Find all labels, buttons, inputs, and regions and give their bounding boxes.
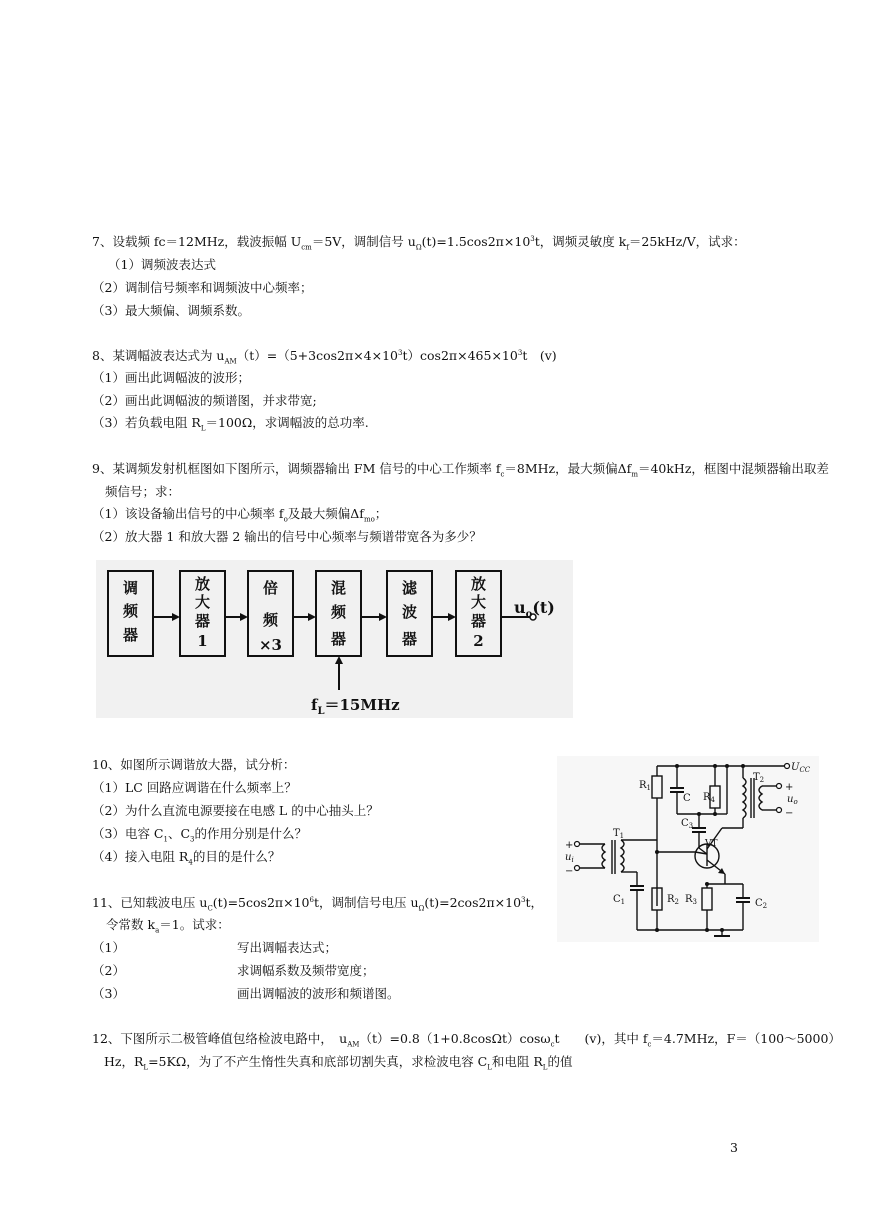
q11-item1-number: （1） [92, 940, 125, 955]
q12-line2: Hz，$R_L=5K\Omega$，为了不产生惰性失真和底部切割失真，求检波电容 $C_L$和电阻 $R_L$的值 [104, 1054, 573, 1072]
q11-item2-text: 求调幅系数及频带宽度； [237, 963, 375, 978]
block1-char3: 器 [122, 626, 139, 644]
c-label: C [683, 793, 691, 804]
block-diagram [96, 560, 573, 718]
output-label: $u_o(t)$ [514, 598, 555, 620]
q9-line1: 9、某调频发射机框图如下图所示，调频器输出 FM 信号的中心工作频率 $f_c=8MHz$，最大频偏$\Delta f_m=40kHz$，框图中混频器输出取差 [92, 461, 829, 479]
c2-label: $C_2$ [755, 898, 768, 910]
q8-item2: （2）画出此调幅波的频谱图，并求带宽; [92, 393, 317, 408]
block2-char4: 1 [197, 632, 208, 650]
q7-item1: （1）调频波表达式 [108, 257, 216, 272]
block3-char1: 倍 [262, 579, 279, 597]
ui-minus: − [565, 866, 574, 877]
t1-primary-coil [602, 844, 605, 868]
q8-line1: 8、某调幅波表达式为 $u_{AM}(t)=(5+3\cos 2\pi\times 4\times 10^3t)\cos 2\pi\times 465\times 10^3t$ (v) [92, 348, 557, 366]
t2-primary-coil [743, 778, 746, 818]
q10-item2: （2）为什么直流电源要接在电感 L 的中心抽头上？ [92, 803, 379, 818]
c1-label: $C_1$ [613, 894, 626, 906]
q8-item3: （3）若负载电阻 $R_L=100\Omega$，求调幅波的总功率. [92, 415, 369, 433]
vt-label: VT [705, 839, 718, 849]
ui-label: $u_i$ [565, 852, 574, 864]
block5-char2: 波 [401, 603, 418, 621]
q7-item2: （2）调制信号频率和调频波中心频率； [92, 280, 313, 295]
q9-line2: 频信号；求： [105, 484, 181, 499]
q7-item3: （3）最大频偏、调频系数。 [92, 303, 250, 318]
uo-label: $u_o$ [787, 794, 798, 806]
q10-item1: （1）LC 回路应调谐在什么频率上？ [92, 780, 297, 795]
tuned-amplifier-circuit [557, 756, 819, 942]
uo-minus: − [785, 808, 794, 819]
q9-item1: （1）该设备输出信号的中心频率 $f_o$及最大频偏$\Delta f_{mo}$； [92, 506, 388, 524]
q11-item2-number: （2） [92, 963, 125, 978]
q12-line1: 12、下图所示二极管峰值包络检波电路中， $u_{AM}(t)=0.8(1+0.8\cos\Omega t)\cos\omega_ct$ (v)，其中 $f_c=4.7MHz$，F＝（100～5000） [92, 1031, 841, 1049]
q11-line1: 11、已知载波电压 $u_C(t)=5\cos 2\pi\times 10^6t$，调制信号电压 $u_\Omega(t)=2\cos 2\pi\times 10^3t$， [92, 895, 544, 913]
q10-item4: （4）接入电阻 $R_4$的目的是什么？ [92, 849, 281, 867]
c3-label: $C_3$ [681, 818, 694, 830]
block4-char2: 频 [330, 603, 347, 621]
ucc-label: $U_{CC}$ [791, 762, 811, 774]
block2-char1: 放 [194, 575, 211, 593]
q11-item3-number: （3） [92, 986, 125, 1001]
r3-label: $R_3$ [685, 894, 697, 906]
block6-char2: 大 [470, 593, 487, 611]
block5-char3: 器 [401, 630, 418, 648]
block4-char3: 器 [330, 630, 347, 648]
r2-label: $R_2$ [667, 894, 679, 906]
q11-line2: 令常数 $k_a=1$。试求： [106, 917, 230, 935]
q10-line1: 10、如图所示调谐放大器，试分析： [92, 757, 296, 772]
q10-item3: （3）电容 $C_1$、$C_3$的作用分别是什么？ [92, 826, 308, 844]
t2-label: $T_2$ [753, 772, 765, 784]
lo-frequency-label: $f_L=15MHz$ [311, 696, 400, 717]
block6-char1: 放 [470, 575, 487, 593]
block1-char2: 频 [122, 602, 139, 620]
t1-label: $T_1$ [613, 828, 625, 840]
t2-secondary-coil [759, 786, 762, 810]
resistor-r3 [702, 888, 712, 910]
q11-item1-text: 写出调幅表达式； [237, 940, 338, 955]
block3-char3: ×3 [258, 636, 283, 654]
resistor-r1 [652, 776, 662, 798]
r4-label: $R_4$ [703, 792, 715, 804]
block2-char3: 器 [194, 612, 211, 630]
block6-char3: 器 [470, 612, 487, 630]
q8-item1: （1）画出此调幅波的波形； [92, 370, 250, 385]
uo-plus: + [785, 782, 794, 793]
ui-plus: + [565, 840, 574, 851]
block1-char1: 调 [122, 579, 139, 597]
block2-char2: 大 [194, 593, 211, 611]
page-number: 3 [730, 1140, 738, 1155]
q7-line1: 7、设载频 fc＝12MHz，载波振幅 $U_{cm}=5V$，调制信号 $u_\Omega(t)=1.5\cos 2\pi\times 10^3t$，调频灵敏度 $k_f=25kHz/V$，试求： [92, 234, 746, 252]
r1-label: $R_1$ [639, 780, 651, 792]
block4-char1: 混 [330, 579, 347, 597]
q9-item2: （2）放大器 1 和放大器 2 输出的信号中心频率与频谱带宽各为多少？ [92, 529, 482, 544]
block6-char4: 2 [473, 632, 484, 650]
block5-char1: 滤 [401, 579, 418, 597]
q11-item3-text: 画出调幅波的波形和频谱图。 [237, 986, 400, 1001]
t1-secondary-coil [621, 840, 624, 872]
block3-char2: 频 [262, 611, 279, 629]
